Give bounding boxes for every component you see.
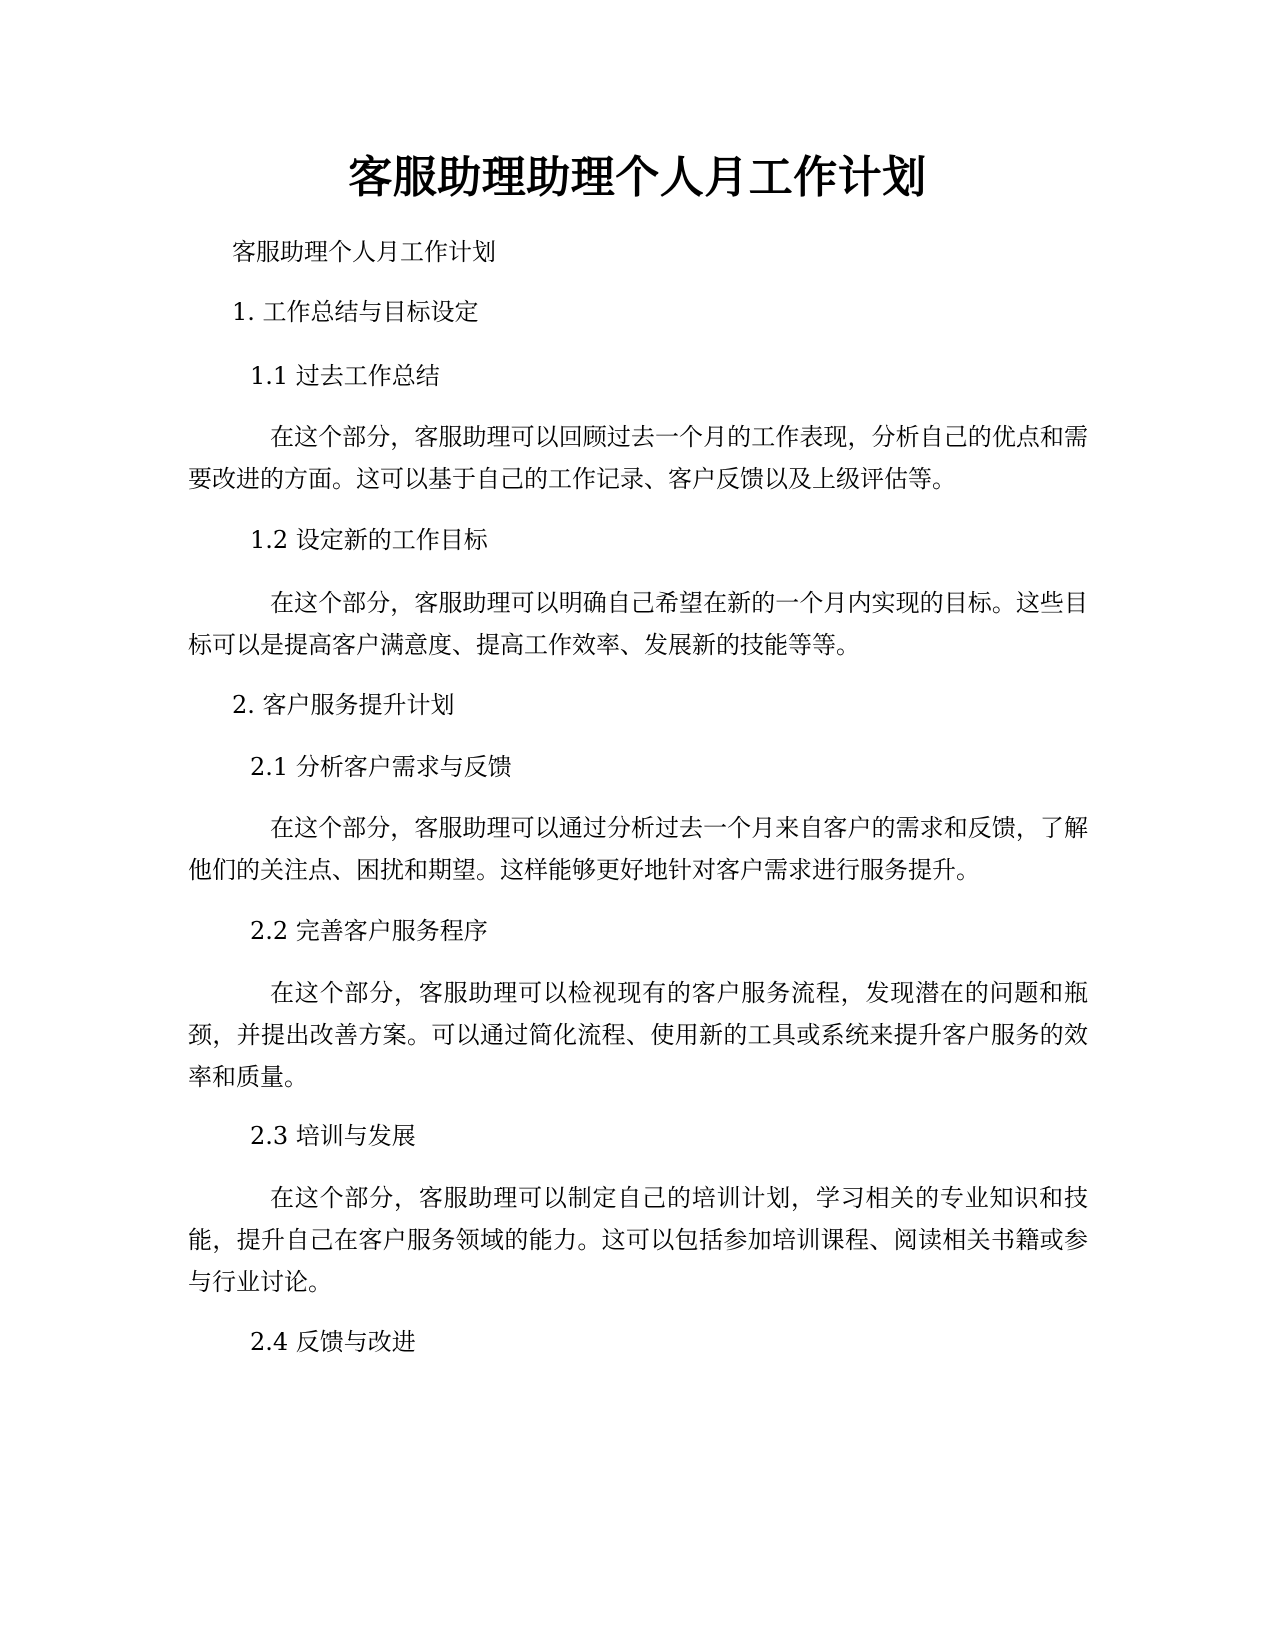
document-title: 客服助理助理个人月工作计划 [348,152,927,203]
paragraph-1-2: 在这个部分，客服助理可以明确自己希望在新的一个月内实现的目标。这些目标可以是提高客户满意度、提高工作效率、发展新的技能等等。 [188,589,1088,659]
paragraph-1-1: 在这个部分，客服助理可以回顾过去一个月的工作表现，分析自己的优点和需要改进的方面。这可以基于自己的工作记录、客户反馈以及上级评估等。 [188,423,1088,493]
section-heading-1: 1. 工作总结与目标设定 [232,298,479,326]
paragraph-2-2: 在这个部分，客服助理可以检视现有的客户服务流程，发现潜在的问题和瓶颈，并提出改善方案。可以通过简化流程、使用新的工具或系统来提升客户服务的效率和质量。 [188,979,1088,1091]
subsection-heading-2-3: 2.3 培训与发展 [250,1122,416,1150]
section-heading-2: 2. 客户服务提升计划 [232,691,455,719]
subsection-heading-2-4: 2.4 反馈与改进 [250,1328,416,1356]
subsection-heading-1-2: 1.2 设定新的工作目标 [250,526,488,554]
paragraph-2-1: 在这个部分，客服助理可以通过分析过去一个月来自客户的需求和反馈，了解他们的关注点、困扰和期望。这样能够更好地针对客户需求进行服务提升。 [188,814,1088,884]
subsection-heading-1-1: 1.1 过去工作总结 [250,362,440,390]
paragraph-2-3: 在这个部分，客服助理可以制定自己的培训计划，学习相关的专业知识和技能，提升自己在客户服务领域的能力。这可以包括参加培训课程、阅读相关书籍或参与行业讨论。 [188,1184,1088,1296]
document-subtitle: 客服助理个人月工作计划 [232,238,496,266]
subsection-heading-2-2: 2.2 完善客户服务程序 [250,917,488,945]
subsection-heading-2-1: 2.1 分析客户需求与反馈 [250,753,512,781]
